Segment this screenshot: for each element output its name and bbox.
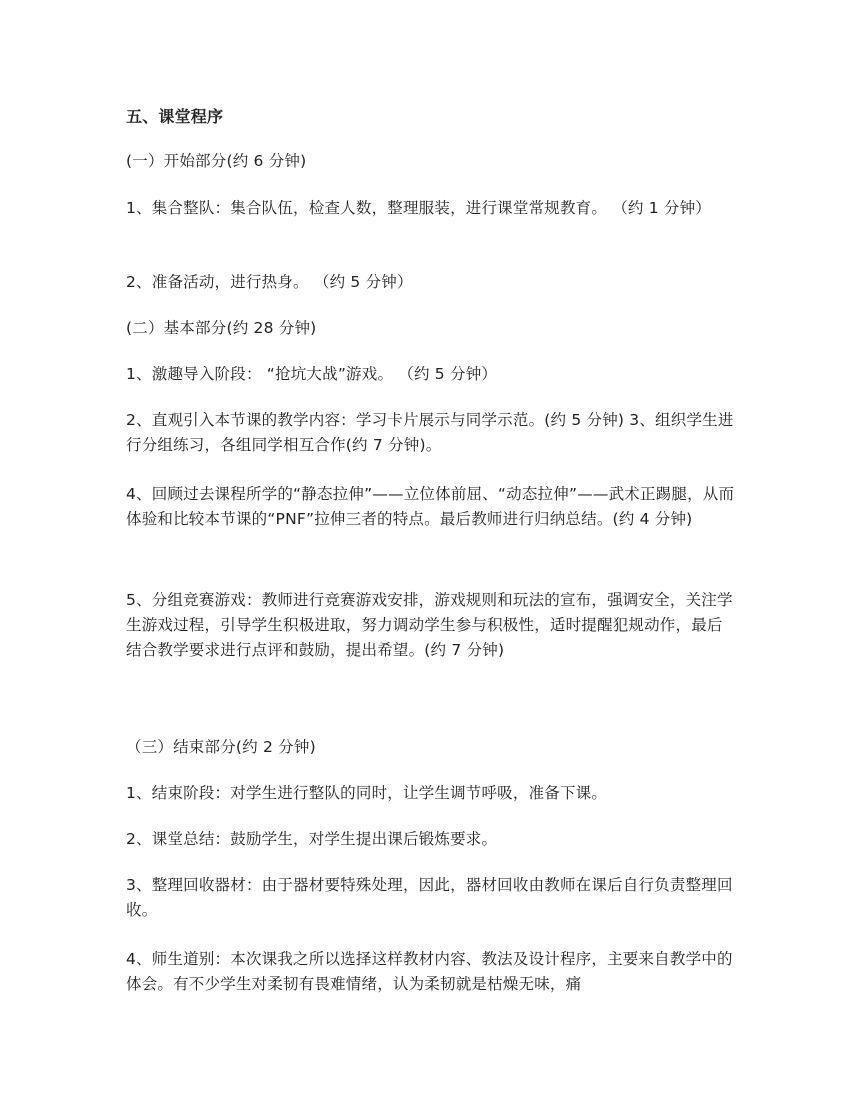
section-1-item-2: 2、准备活动，进行热身。 （约 5 分钟） <box>126 273 413 291</box>
section-2-title: (二）基本部分(约 28 分钟) <box>126 319 317 337</box>
section-3-item-1: 1、结束阶段：对学生进行整队的同时，让学生调节呼吸，准备下课。 <box>126 784 608 802</box>
section-2-item-1: 1、激趣导入阶段： “抢坑大战”游戏。 （约 5 分钟） <box>126 365 498 383</box>
section-3-item-2: 2、课堂总结：鼓励学生，对学生提出课后锻炼要求。 <box>126 830 498 848</box>
section-2-item-5: 5、分组竞赛游戏：教师进行竞赛游戏安排，游戏规则和玩法的宣布，强调安全，关注学生游戏过程，引导学生积极进取，努力调动学生参与积极性，适时提醒犯规动作，最后结合教学要求进行点评和鼓励，提出希望。(约 7 分钟) <box>126 591 733 659</box>
section-3-item-3: 3、整理回收器材：由于器材要特殊处理，因此，器材回收由教师在课后自行负责整理回收。 <box>126 876 733 919</box>
section-1-title: (一）开始部分(约 6 分钟) <box>126 152 307 170</box>
section-heading: 五、课堂程序 <box>126 107 224 126</box>
section-2-item-2-3: 2、直观引入本节课的教学内容：学习卡片展示与同学示范。(约 5 分钟) 3、组织学生进行分组练习，各组同学相互合作(约 7 分钟)。 <box>126 411 734 454</box>
section-3-title: （三）结束部分(约 2 分钟) <box>126 738 316 756</box>
section-2-item-4: 4、回顾过去课程所学的“静态拉伸”——立位体前屈、“动态拉伸”——武术正踢腿，从而体验和比较本节课的“PNF”拉伸三者的特点。最后教师进行归纳总结。(约 4 分钟) <box>126 485 735 528</box>
section-1-item-1: 1、集合整队：集合队伍，检查人数，整理服装，进行课堂常规教育。 （约 1 分钟） <box>126 199 712 217</box>
section-3-item-4: 4、师生道别：本次课我之所以选择这样教材内容、教法及设计程序，主要来自教学中的体会。有不少学生对柔韧有畏难情绪，认为柔韧就是枯燥无味，痛 <box>126 950 733 993</box>
